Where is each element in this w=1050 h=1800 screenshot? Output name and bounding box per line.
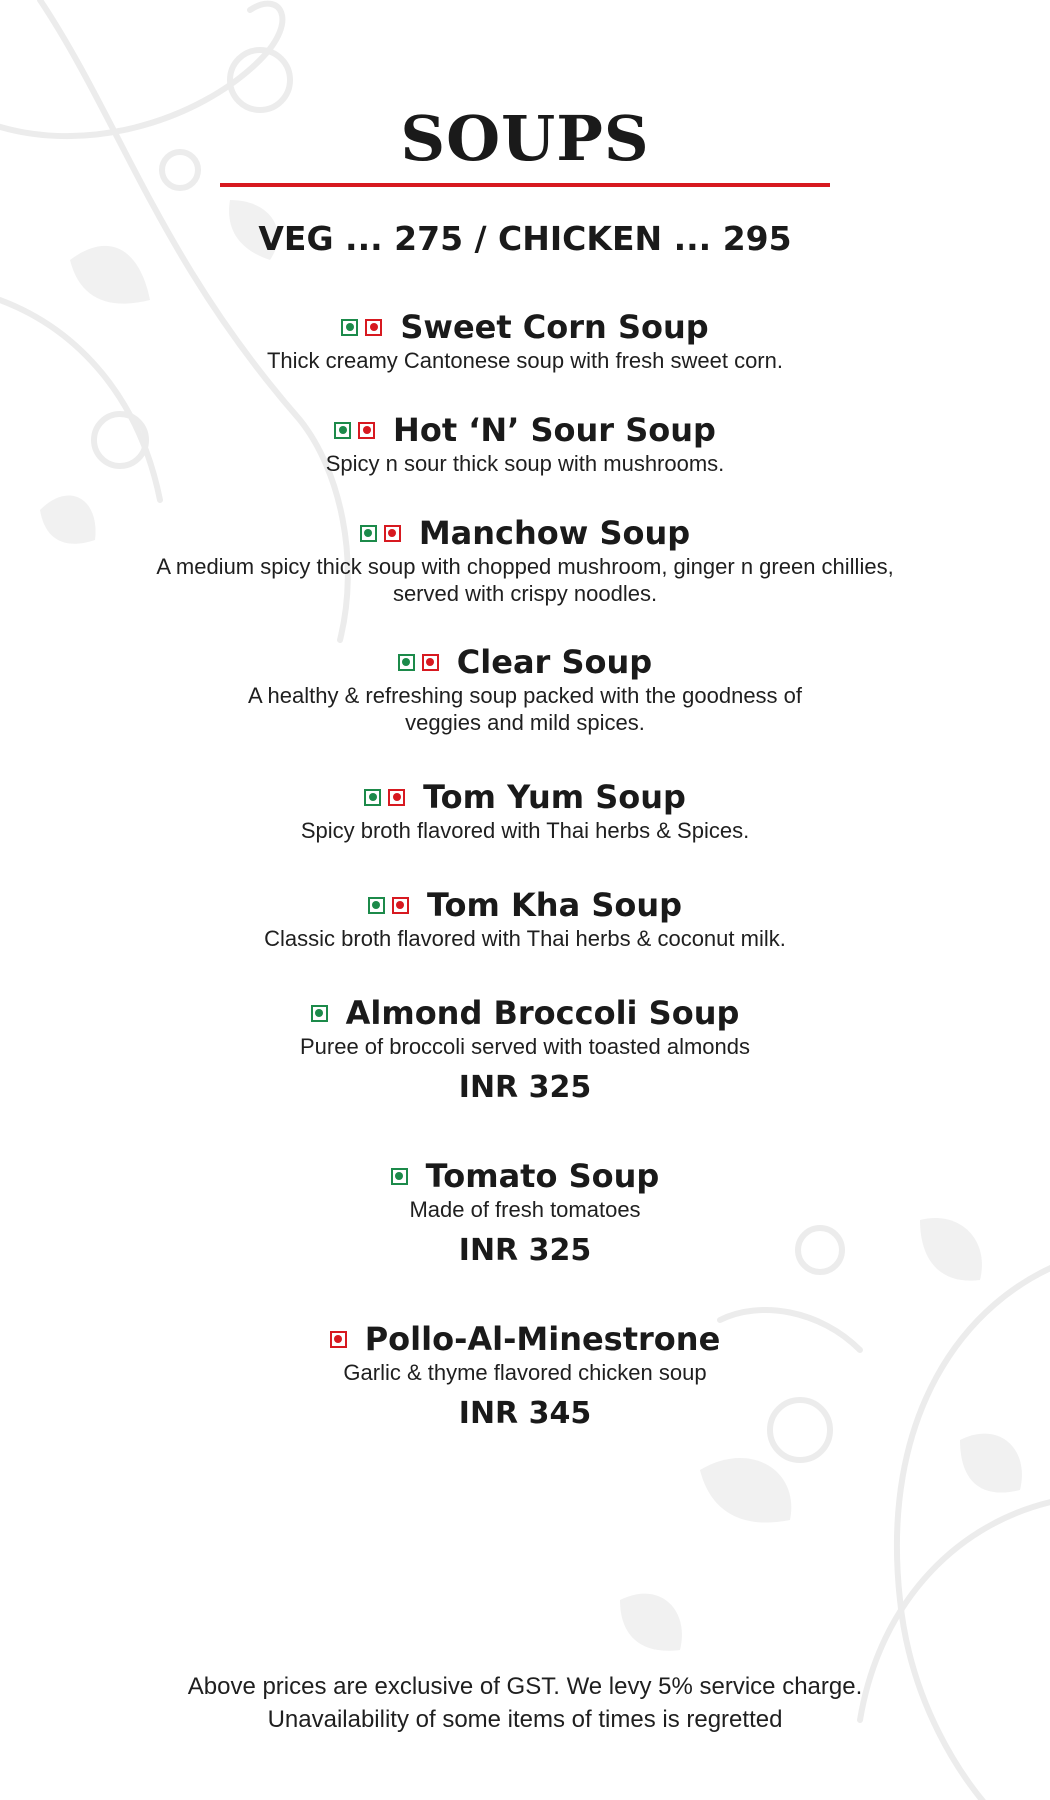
menu-item-tom-kha-soup bbox=[0, 885, 1050, 952]
nonveg-icon bbox=[388, 789, 405, 806]
veg-icon bbox=[334, 422, 351, 439]
veg-icon bbox=[368, 897, 385, 914]
nonveg-icon bbox=[392, 897, 409, 914]
item-name: Tom Yum Soup bbox=[423, 778, 686, 816]
veg-icon bbox=[391, 1168, 408, 1185]
nonveg-icon bbox=[330, 1331, 347, 1348]
item-price: INR 325 bbox=[458, 1233, 592, 1268]
item-price: INR 345 bbox=[458, 1396, 592, 1431]
nonveg-icon bbox=[365, 319, 382, 336]
menu-item-tomato-soup bbox=[0, 1156, 1050, 1271]
page-title: SOUPS bbox=[400, 102, 650, 175]
footer-line-availability: Unavailability of some items of times is regretted bbox=[267, 1706, 783, 1733]
menu-item-hot-n-sour-soup bbox=[0, 410, 1050, 477]
item-name: Tomato Soup bbox=[425, 1157, 660, 1195]
item-description: Spicy broth flavored with Thai herbs & Spices. bbox=[300, 818, 750, 843]
item-name: Manchow Soup bbox=[418, 514, 691, 552]
menu-item-tom-yum-soup bbox=[0, 777, 1050, 844]
item-description: Thick creamy Cantonese soup with fresh sweet corn. bbox=[266, 348, 783, 373]
item-name: Almond Broccoli Soup bbox=[345, 994, 740, 1032]
item-description: A healthy & refreshing soup packed with the goodness of bbox=[247, 683, 803, 708]
item-description: Made of fresh tomatoes bbox=[409, 1197, 641, 1222]
menu-item-sweet-corn-soup bbox=[0, 307, 1050, 374]
item-name: Tom Kha Soup bbox=[426, 886, 683, 924]
menu-item-almond-broccoli-soup bbox=[0, 993, 1050, 1108]
footer-line-gst: Above prices are exclusive of GST. We levy 5% service charge. bbox=[187, 1673, 863, 1700]
menu-item-pollo-al-minestrone bbox=[0, 1319, 1050, 1434]
menu-item-clear-soup bbox=[0, 642, 1050, 736]
item-price: INR 325 bbox=[458, 1070, 592, 1105]
title-underline bbox=[220, 183, 830, 187]
veg-icon bbox=[360, 525, 377, 542]
footer-note bbox=[0, 1670, 1050, 1736]
item-name: Pollo-Al-Minestrone bbox=[364, 1320, 721, 1358]
veg-icon bbox=[364, 789, 381, 806]
veg-icon bbox=[311, 1005, 328, 1022]
item-description-cont: served with crispy noodles. bbox=[392, 581, 658, 606]
item-name: Clear Soup bbox=[456, 643, 653, 681]
item-description: A medium spicy thick soup with chopped mushroom, ginger n green chillies, bbox=[156, 554, 894, 579]
nonveg-icon bbox=[358, 422, 375, 439]
price-line: VEG ... 275 / CHICKEN ... 295 bbox=[258, 219, 792, 258]
item-name: Sweet Corn Soup bbox=[400, 308, 709, 346]
menu-item-manchow-soup bbox=[0, 513, 1050, 607]
item-description: Puree of broccoli served with toasted almonds bbox=[299, 1034, 750, 1059]
item-description: Garlic & thyme flavored chicken soup bbox=[343, 1360, 707, 1385]
veg-icon bbox=[398, 654, 415, 671]
nonveg-icon bbox=[384, 525, 401, 542]
veg-icon bbox=[341, 319, 358, 336]
item-description-cont: veggies and mild spices. bbox=[405, 710, 645, 735]
nonveg-icon bbox=[422, 654, 439, 671]
item-description: Classic broth flavored with Thai herbs & coconut milk. bbox=[264, 926, 786, 951]
item-description: Spicy n sour thick soup with mushrooms. bbox=[325, 451, 725, 476]
item-name: Hot ‘N’ Sour Soup bbox=[393, 411, 716, 449]
